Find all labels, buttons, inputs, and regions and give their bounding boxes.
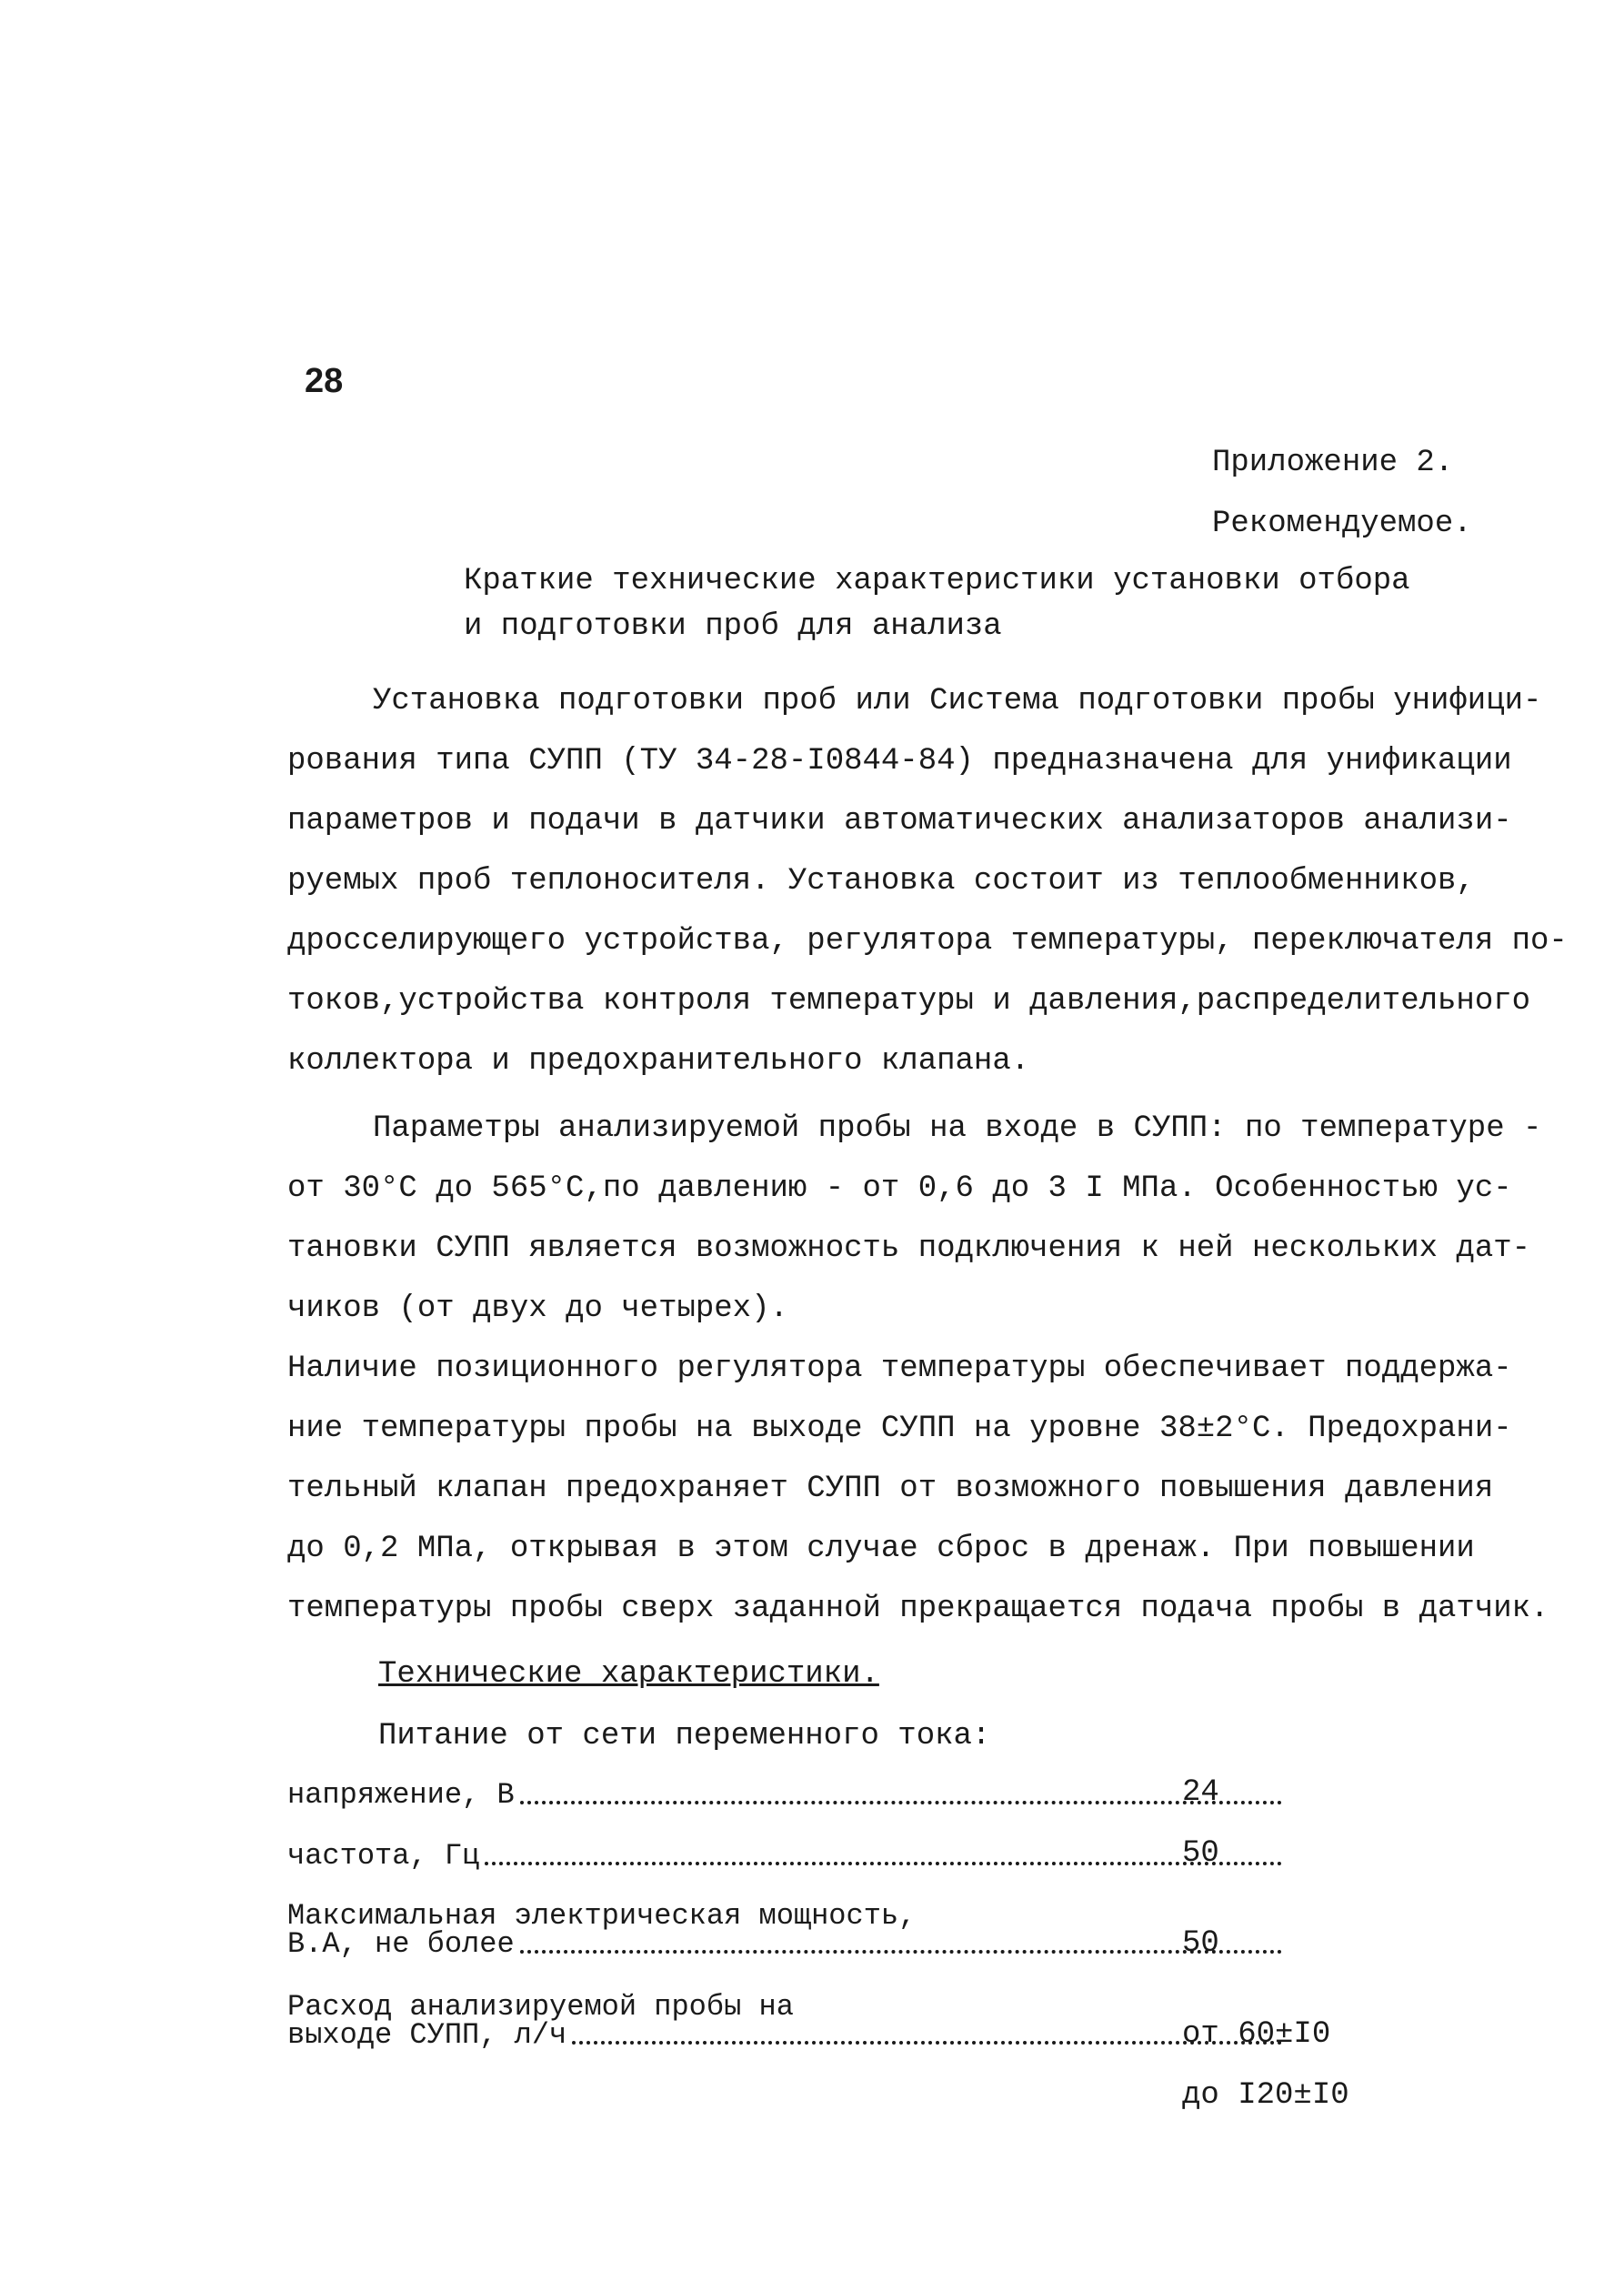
specs-heading: Технические характеристики. [378,1657,879,1692]
dot-leader [572,2041,1282,2045]
text-line: токов,устройства контроля температуры и давления,распределительного [287,984,1531,1019]
text-line: дросселирующего устройства, регулятора температуры, переключателя по- [287,924,1568,959]
text-line: параметров и подачи в датчики автоматических анализаторов анализи- [287,804,1512,839]
text-line: от 30°С до 565°С,по давлению - от 0,6 до 3 I МПа. Особенностью ус- [287,1171,1512,1206]
text-line: ние температуры пробы на выходе СУПП на уровне 38±2°С. Предохрани- [287,1412,1512,1446]
text-line: рования типа СУПП (ТУ 34-28-I0844-84) предназначена для унификации [287,744,1512,779]
spec-label: Расход анализируемой пробы на [287,1990,794,2024]
text-line: тельный клапан предохраняет СУПП от возможного повышения давления [287,1472,1494,1506]
spec-row [287,1839,1288,1873]
spec-value: 50 [1182,1926,1219,1961]
text-line: коллектора и предохранительного клапана. [287,1044,1030,1079]
spec-label: выходе СУПП, л/ч [287,2018,567,2052]
text-line: температуры пробы сверх заданной прекращается подача пробы в датчик. [287,1592,1549,1626]
dot-leader [485,1862,1282,1865]
text-line: Параметры анализируемой пробы на входе в СУПП: по температуре - [373,1111,1542,1146]
spec-label: частота, Гц [287,1839,480,1873]
power-supply-label: Питание от сети переменного тока: [378,1719,991,1753]
appendix-label: Приложение 2. [1212,446,1454,480]
title-line: и подготовки проб для анализа [464,609,1002,644]
spec-label-line [287,1778,1288,1812]
spec-label-line [287,1839,1288,1873]
text-line: чиков (от двух до четырех). [287,1291,788,1326]
text-line: до 0,2 МПа, открывая в этом случае сброс в дренаж. При повышении [287,1532,1475,1566]
spec-row [287,1899,1288,1961]
spec-value: 24 [1182,1775,1219,1810]
text-line: тановки СУПП является возможность подключения к ней нескольких дат- [287,1231,1531,1266]
spec-value: от 60±I0 [1182,2017,1331,2052]
spec-row [287,1990,1288,2052]
spec-row [287,1778,1288,1812]
text-line: Установка подготовки проб или Система подготовки пробы унифици- [373,684,1542,718]
spec-label: напряжение, В [287,1778,515,1812]
recommended-label: Рекомендуемое. [1212,507,1472,541]
spec-value: 50 [1182,1836,1219,1871]
spec-label: В.А, не более [287,1927,515,1961]
title-line: Краткие технические характеристики установки отбора [464,564,1410,598]
spec-label: Максимальная электрическая мощность, [287,1899,917,1933]
spec-value-extra: до I20±I0 [1182,2078,1349,2113]
text-line: Наличие позиционного регулятора температуры обеспечивает поддержа- [287,1352,1512,1386]
text-line: руемых проб теплоносителя. Установка состоит из теплообменников, [287,864,1475,899]
page-number: 28 [305,362,344,400]
dot-leader [520,1950,1282,1954]
dot-leader [520,1801,1282,1804]
